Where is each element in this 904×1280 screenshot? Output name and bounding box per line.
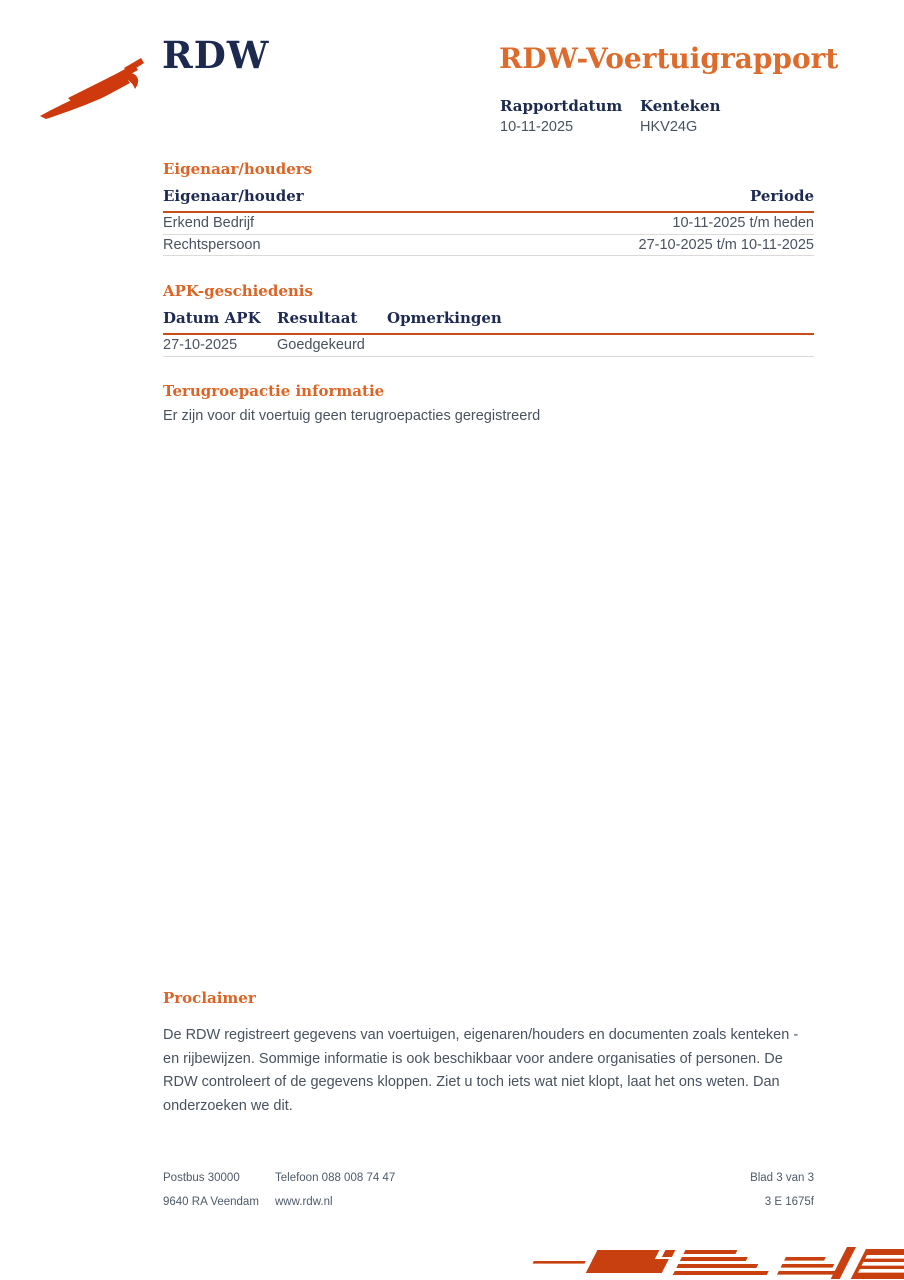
- page-title: RDW-Voertuigrapport: [499, 42, 839, 75]
- rapportdatum-label: Rapportdatum: [500, 97, 623, 115]
- owners-col-eigenaar: Eigenaar/houder: [163, 187, 304, 205]
- table-row: [163, 235, 814, 257]
- kenteken-label: Kenteken: [640, 97, 721, 115]
- owners-table-header: [163, 187, 814, 213]
- recall-text: Er zijn voor dit voertuig geen terugroepacties geregistreerd: [163, 408, 541, 424]
- owners-heading: Eigenaar/houders: [163, 160, 313, 178]
- footer-phone: Telefoon 088 008 74 47: [275, 1172, 396, 1184]
- kenteken-value: HKV24G: [640, 119, 698, 135]
- footer-page-number: Blad 3 van 3: [750, 1172, 814, 1184]
- rdw-speed-stripes-graphic: [526, 1245, 904, 1280]
- apk-datum: 27-10-2025: [163, 337, 238, 354]
- apk-resultaat: Goedgekeurd: [277, 337, 365, 354]
- proclaimer-heading: Proclaimer: [163, 989, 256, 1007]
- owners-col-periode: Periode: [749, 187, 814, 205]
- apk-table-header: [163, 309, 814, 335]
- footer-website: www.rdw.nl: [275, 1196, 333, 1208]
- apk-col-resultaat: Resultaat: [277, 309, 358, 327]
- footer-address-line1: Postbus 30000: [163, 1172, 240, 1184]
- rapportdatum-value: 10-11-2025: [500, 119, 574, 135]
- apk-col-datum: Datum APK: [163, 309, 261, 327]
- owner-period: 27-10-2025 t/m 10-11-2025: [638, 236, 814, 253]
- footer-doc-code: 3 E 1675f: [764, 1196, 814, 1208]
- owner-period: 10-11-2025 t/m heden: [672, 215, 814, 232]
- table-row: [163, 213, 814, 235]
- rdw-logo-wordmark: RDW: [162, 33, 270, 77]
- proclaimer-text: De RDW registreert gegevens van voertuigen, eigenaren/houders en documenten zoals kenteken - en rijbewijzen. Sommige informatie is ook beschikbaar voor andere organisaties of personen. De RDW controleert of de gegevens kloppen. Ziet u toch iets wat niet klopt, laat het ons weten. Dan onderzoeken we dit.: [163, 1027, 799, 1114]
- rdw-wing-icon: [38, 54, 150, 122]
- apk-col-opmerkingen: Opmerkingen: [387, 309, 502, 327]
- recall-section: [163, 382, 814, 424]
- owner-name: Erkend Bedrijf: [163, 215, 255, 232]
- owners-section: [163, 160, 814, 256]
- proclaimer-section: [163, 989, 814, 1118]
- owner-name: Rechtspersoon: [163, 236, 261, 253]
- table-row: [163, 335, 814, 357]
- recall-heading: Terugroepactie informatie: [163, 382, 385, 400]
- apk-heading: APK-geschiedenis: [163, 282, 313, 300]
- apk-section: [163, 282, 814, 357]
- footer-address-line2: 9640 RA Veendam: [163, 1196, 259, 1208]
